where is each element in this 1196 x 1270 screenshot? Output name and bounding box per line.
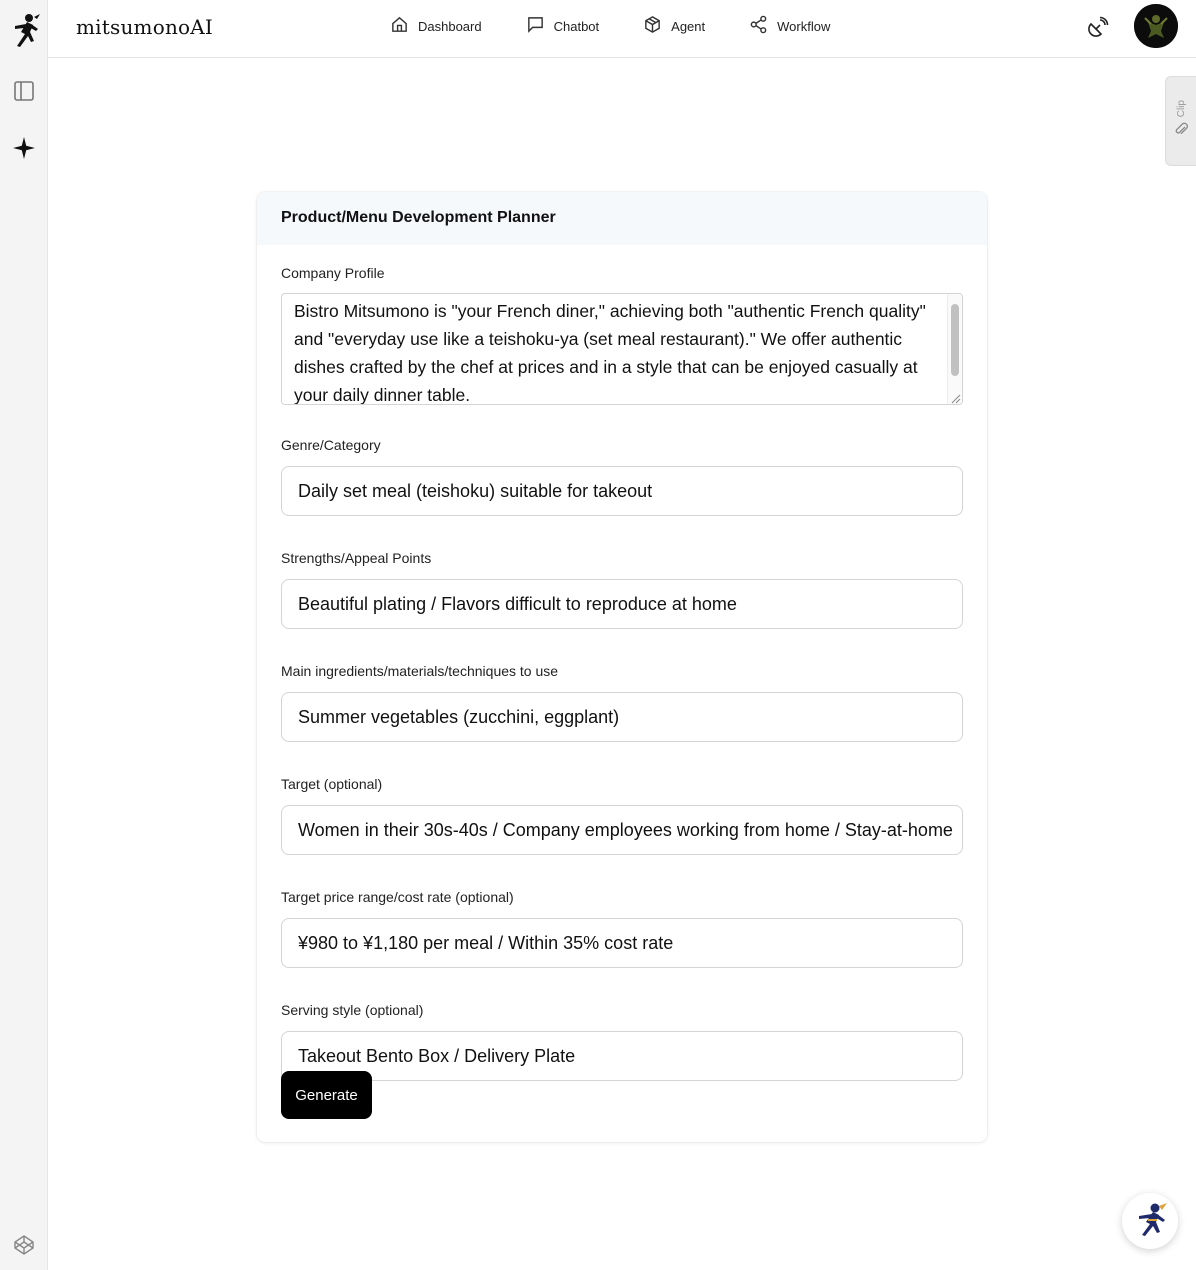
generate-button[interactable]: Generate <box>281 1071 372 1119</box>
field-label: Company Profile <box>281 265 385 281</box>
form-body <box>257 245 987 1081</box>
field-genre <box>281 437 963 516</box>
clip-tab[interactable] <box>1165 76 1196 166</box>
brand-name[interactable]: mitsumonoAI <box>76 15 214 39</box>
field-label: Strengths/Appeal Points <box>281 550 432 566</box>
field-price <box>281 889 963 968</box>
satellite-dish-icon[interactable] <box>1087 16 1109 38</box>
company-profile-textarea[interactable] <box>281 293 963 405</box>
serving-input[interactable]: Takeout Bento Box / Delivery Plate <box>281 1031 963 1081</box>
target-input[interactable]: Women in their 30s-40s / Company employees working from home / Stay-at-home <box>281 805 963 855</box>
strengths-input[interactable]: Beautiful plating / Flavors difficult to reproduce at home <box>281 579 963 629</box>
nav-label: Dashboard <box>418 18 482 34</box>
nav-chatbot[interactable] <box>526 15 600 37</box>
field-company-profile <box>281 265 963 405</box>
scrollbar-thumb[interactable] <box>951 304 959 376</box>
sidebar-toggle-icon[interactable] <box>12 79 36 103</box>
ninja-logo-icon[interactable] <box>7 12 41 48</box>
sparkle-icon[interactable] <box>12 136 36 160</box>
field-label: Genre/Category <box>281 437 381 453</box>
genre-input[interactable]: Daily set meal (teishoku) suitable for takeout <box>281 466 963 516</box>
main-nav <box>390 0 874 52</box>
planner-card <box>257 192 987 1142</box>
textarea-scrollbar[interactable] <box>947 294 962 404</box>
card-header <box>257 192 987 245</box>
field-label: Serving style (optional) <box>281 1002 424 1018</box>
field-strengths <box>281 550 963 629</box>
chat-icon <box>526 15 545 37</box>
share-icon <box>749 15 768 37</box>
left-rail <box>0 0 48 1270</box>
ninja-mascot-icon <box>1131 1200 1169 1243</box>
field-target <box>281 776 963 855</box>
field-serving <box>281 1002 963 1081</box>
paperclip-icon <box>1174 121 1188 142</box>
top-header <box>48 0 1196 58</box>
nav-workflow[interactable] <box>749 15 830 37</box>
field-ingredients <box>281 663 963 742</box>
price-input[interactable]: ¥980 to ¥1,180 per meal / Within 35% cost rate <box>281 918 963 968</box>
card-title: Product/Menu Development Planner <box>281 209 556 226</box>
field-label: Target price range/cost rate (optional) <box>281 889 514 905</box>
codepen-icon[interactable] <box>12 1233 36 1257</box>
nav-label: Workflow <box>777 18 831 34</box>
home-icon <box>390 15 409 37</box>
nav-agent[interactable] <box>643 15 705 37</box>
textarea-value: Bistro Mitsumono is "your French diner," achieving both "authentic French quality" and "everyday use like a teishoku-ya (set meal restaurant)." We offer authentic dishes crafted by the chef at prices and in a style that can be enjoyed casually at your daily dinner table. <box>294 301 926 405</box>
nav-label: Chatbot <box>553 18 600 34</box>
cube-icon <box>643 15 662 37</box>
assistant-fab[interactable] <box>1122 1193 1178 1249</box>
nav-label: Agent <box>671 18 706 34</box>
resize-handle-icon[interactable] <box>949 391 961 403</box>
field-label: Target (optional) <box>281 776 383 792</box>
clip-label: Clip <box>1175 99 1187 118</box>
user-avatar[interactable] <box>1134 4 1178 48</box>
ingredients-input[interactable]: Summer vegetables (zucchini, eggplant) <box>281 692 963 742</box>
nav-dashboard[interactable] <box>390 15 482 37</box>
field-label: Main ingredients/materials/techniques to use <box>281 663 559 679</box>
